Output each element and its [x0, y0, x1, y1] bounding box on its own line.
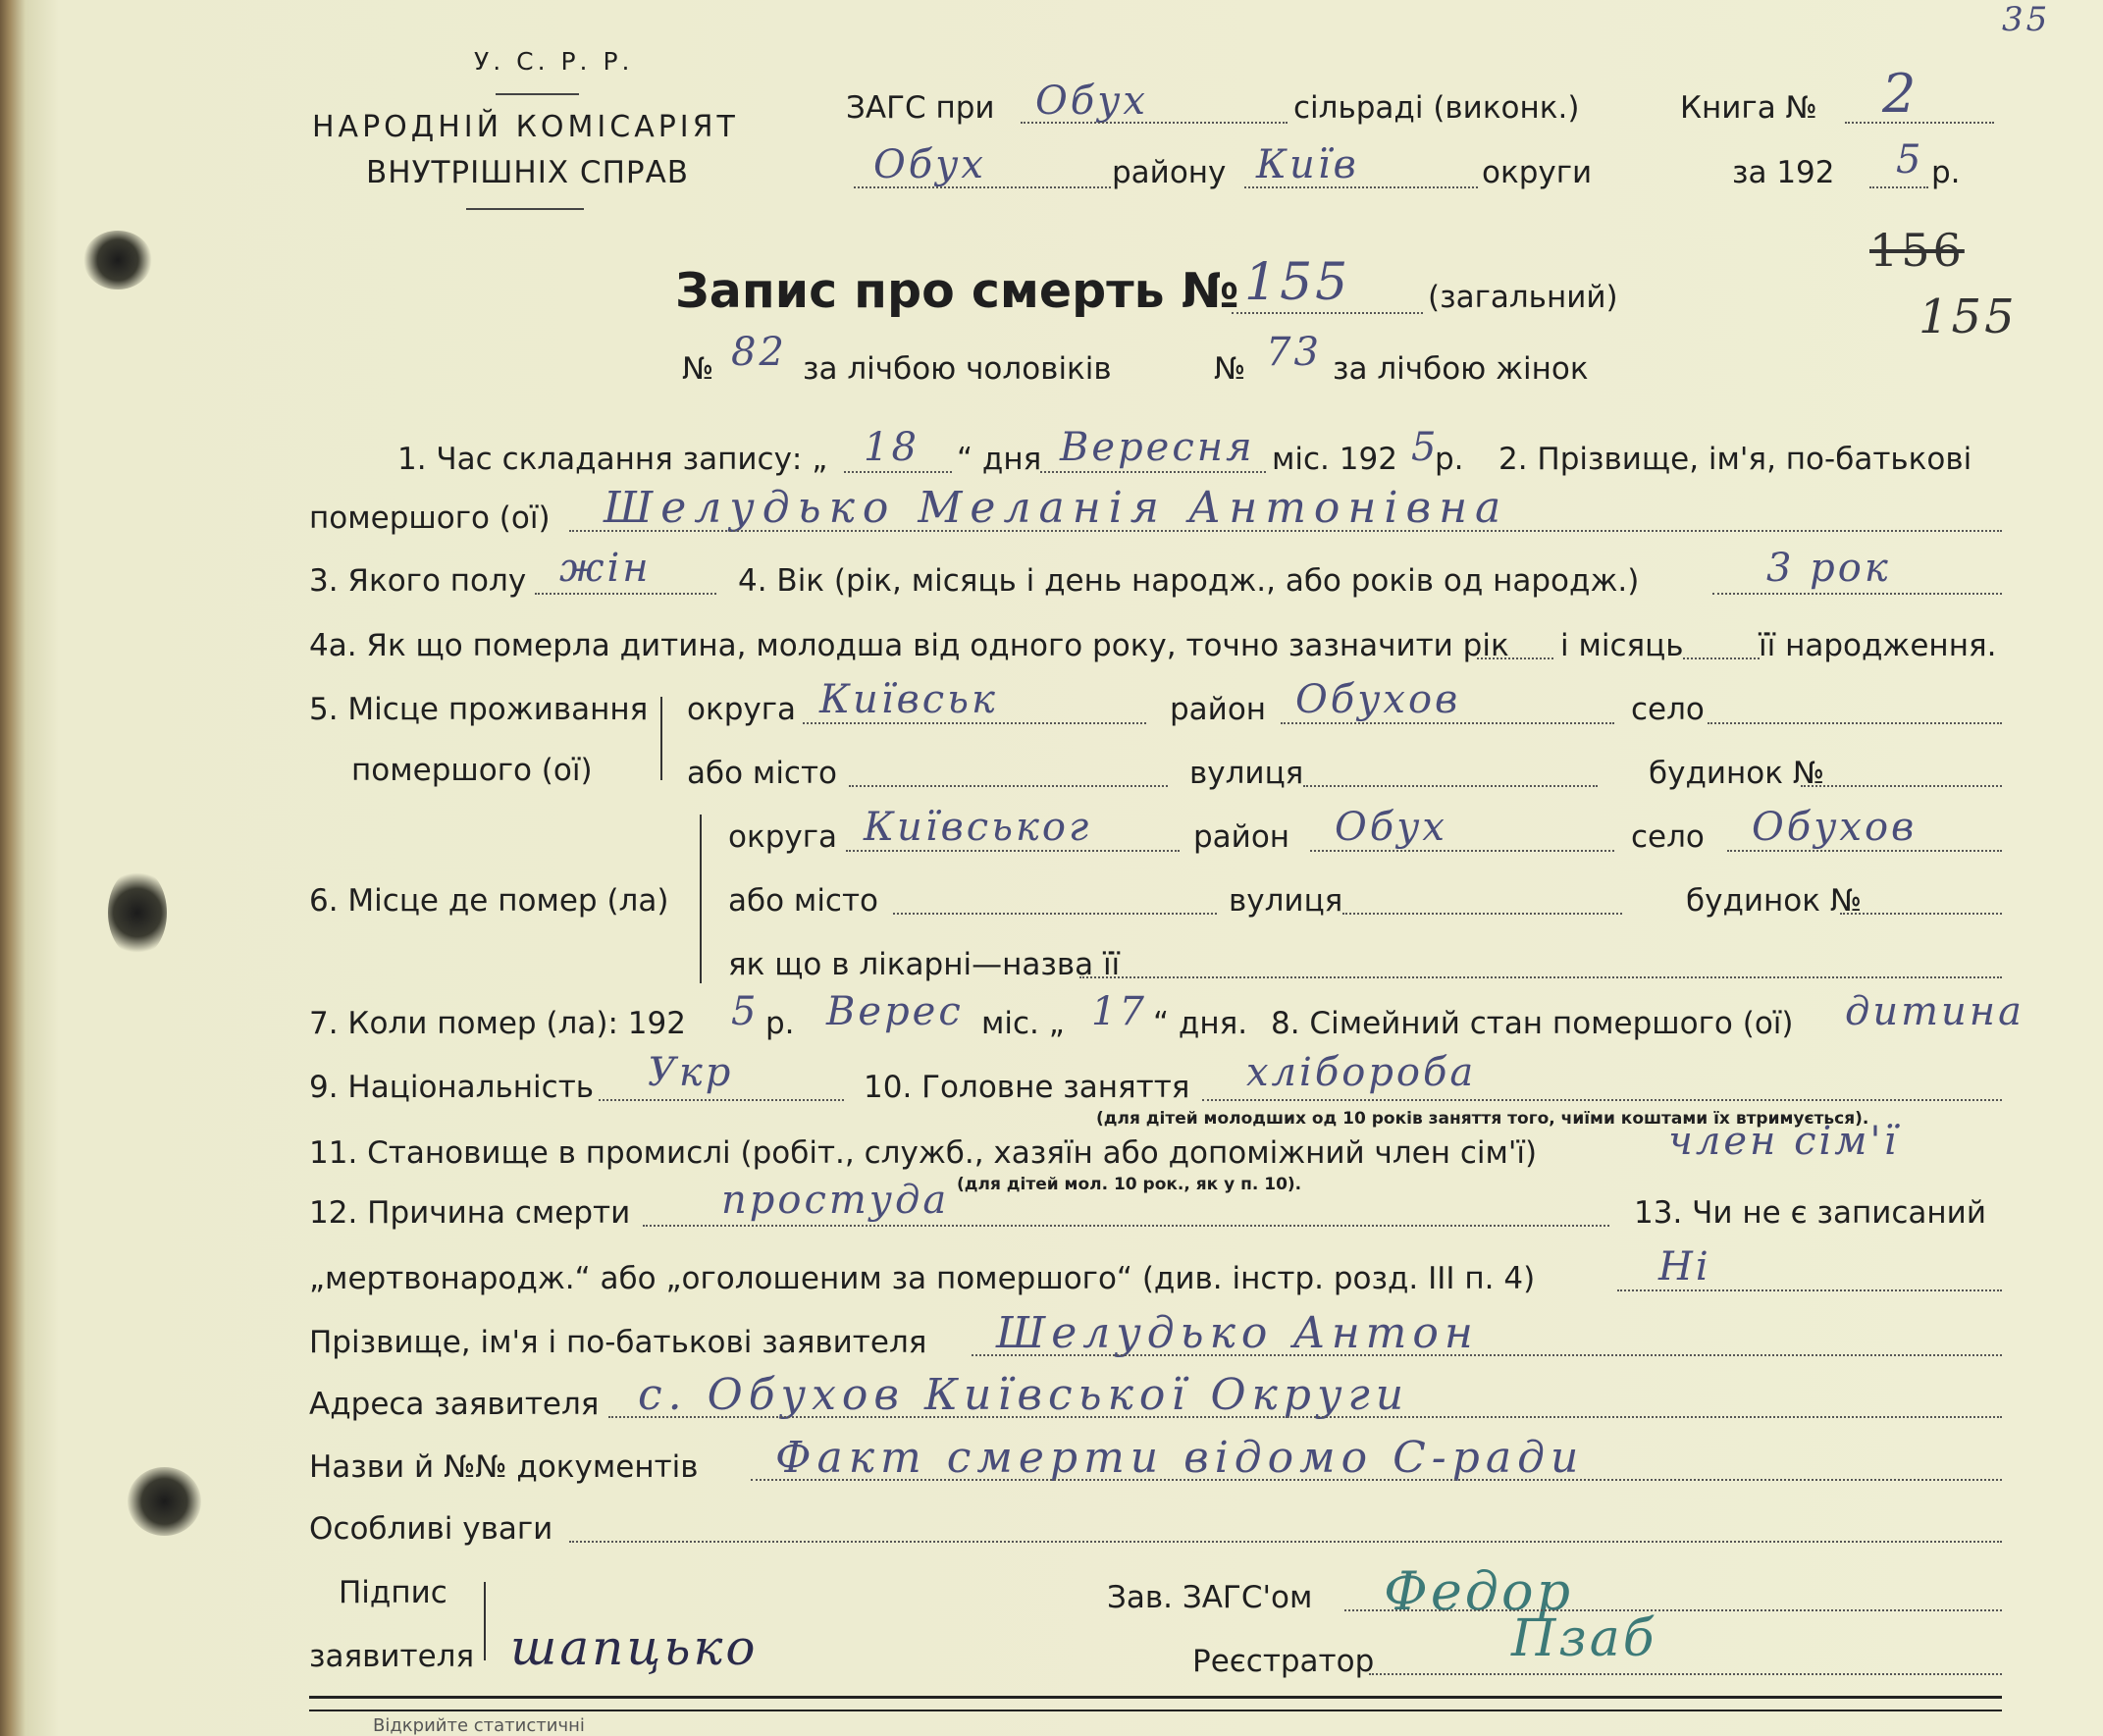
field-line: [1712, 593, 2002, 595]
field-line: [803, 722, 1146, 724]
crossed-record-number: 156: [1869, 224, 1965, 277]
book-label: Книга №: [1680, 90, 1817, 126]
f4-value: 3 рок: [1766, 546, 1891, 591]
page-number: 35: [2002, 0, 2051, 39]
field-line: [1202, 1099, 2002, 1101]
f13-cont: „мертвонародж.“ або „оголошеним за помершого“ (див. інстр. розд. III п. 4): [309, 1261, 1536, 1296]
field-line: [569, 530, 2002, 532]
field-line: [1708, 722, 2002, 724]
f6-okrug-label: округа: [728, 819, 837, 855]
f7-year-suffix: р.: [765, 1006, 795, 1041]
f7-day-label: “ дня.: [1153, 1006, 1248, 1041]
f1-year: 5: [1411, 425, 1440, 470]
footer-note: Відкрийте статистичні: [373, 1715, 585, 1736]
field-line: [1477, 658, 1553, 659]
field-line: [1303, 785, 1598, 787]
binding-hole: [128, 1467, 201, 1536]
applicant-signature-label-1: Підпис: [339, 1575, 447, 1610]
village-council-label: сільраді (виконк.): [1293, 90, 1580, 126]
f6-selo-label: село: [1631, 819, 1705, 855]
f3-label: 3. Якого полу: [309, 563, 527, 599]
f10-note: (для дітей молодших од 10 років заняття того, чиїми коштами їх втримується).: [1096, 1109, 1869, 1129]
f3-value: жін: [559, 546, 652, 591]
zags-value: Обух: [1035, 79, 1148, 124]
f7-month: Верес: [826, 989, 964, 1034]
field-line: [1369, 1673, 2002, 1675]
f1-month-label: міс. 192: [1272, 442, 1397, 477]
f9-value: Укр: [648, 1050, 734, 1095]
registrar-label: Реєстратор: [1192, 1644, 1375, 1679]
f2-cont: помершого (ої): [309, 500, 551, 536]
field-line: [643, 1225, 1609, 1227]
f1-month: Вересня: [1060, 425, 1255, 470]
record-suffix: (загальний): [1428, 280, 1618, 315]
field-line: [535, 593, 716, 595]
f12-label: 12. Причина смерти: [309, 1195, 631, 1231]
f2-value: Шелудько Меланія Антонівна: [604, 483, 1509, 533]
book-value: 2: [1882, 63, 1919, 125]
divider: [466, 208, 584, 210]
f8-value: дитина: [1845, 989, 2024, 1034]
f5-house-label: будинок №: [1649, 756, 1825, 791]
f5-street-label: вулиця: [1189, 756, 1304, 791]
applicant-name-value: Шелудько Антон: [996, 1308, 1479, 1358]
f5-okrug-label: округа: [687, 692, 796, 727]
remarks-label: Особливі уваги: [309, 1511, 553, 1547]
documents-value: Факт смерти відомо С-ради: [775, 1433, 1585, 1483]
bottom-rule: [309, 1696, 2002, 1699]
field-line: [1869, 186, 1928, 188]
men-prefix: №: [682, 351, 714, 387]
applicant-address-value: с. Обухов Київської Округи: [638, 1370, 1410, 1420]
field-line: [854, 186, 1111, 188]
record-title: Запис про смерть №: [675, 263, 1239, 319]
applicant-signature: шапцько: [510, 1619, 759, 1676]
commissariat-line2: ВНУТРІШНІХ СПРАВ: [366, 155, 690, 190]
f11-label: 11. Становище в промислі (робіт., служб., хазяїн або допоміжний член сім'ї): [309, 1135, 1538, 1171]
brace: [484, 1582, 486, 1660]
f6-city-label: або місто: [728, 883, 879, 919]
f1-label: 1. Час складання запису: „: [397, 442, 828, 477]
district-label: району: [1112, 155, 1227, 190]
record-number: 155: [1244, 253, 1351, 312]
f9-label: 9. Національність: [309, 1070, 595, 1105]
registrar-signature: Пзаб: [1511, 1609, 1657, 1668]
f5-selo-label: село: [1631, 692, 1705, 727]
f7-month-label: міс. „: [981, 1006, 1065, 1041]
field-line: [1310, 850, 1614, 852]
f6-house-label: будинок №: [1686, 883, 1863, 919]
applicant-signature-label-2: заявителя: [309, 1639, 475, 1674]
f5-cont: помершого (ої): [351, 753, 593, 788]
field-line: [1021, 122, 1288, 124]
field-line: [1079, 976, 2002, 978]
f6-label: 6. Місце де помер (ла): [309, 883, 669, 919]
f4a-month-label: і місяць: [1560, 628, 1684, 663]
field-line: [569, 1541, 2002, 1543]
field-line: [849, 785, 1168, 787]
head-signature: Федор: [1384, 1560, 1574, 1622]
f6-rayon-value: Обух: [1335, 805, 1447, 850]
district-value: Обух: [873, 142, 986, 187]
f1-year-suffix: р.: [1435, 442, 1464, 477]
bottom-rule: [309, 1710, 2002, 1711]
f5-label: 5. Місце проживання: [309, 692, 649, 727]
field-line: [972, 1354, 2002, 1356]
f2-label: 2. Прізвище, ім'я, по-батькові: [1498, 442, 1972, 477]
republic-label: У. С. Р. Р.: [474, 47, 634, 76]
f6-street-label: вулиця: [1229, 883, 1343, 919]
commissariat-line1: НАРОДНІЙ КОМІСАРІЯТ: [312, 110, 739, 144]
f7-label: 7. Коли помер (ла): 192: [309, 1006, 686, 1041]
f7-day: 17: [1091, 989, 1147, 1034]
field-line: [1617, 1289, 2002, 1291]
corrected-record-number: 155: [1919, 289, 2018, 344]
field-line: [608, 1416, 2002, 1418]
brace: [660, 697, 662, 780]
field-line: [1281, 722, 1614, 724]
women-prefix: №: [1214, 351, 1246, 387]
f6-okrug-value: Київськог: [864, 805, 1092, 850]
f4a-label: 4а. Як що померла дитина, молодша від одного року, точно зазначити рік: [309, 628, 1509, 663]
f5-rayon-value: Обухов: [1295, 677, 1461, 722]
women-label: за лічбою жінок: [1333, 351, 1589, 387]
field-line: [599, 1099, 844, 1101]
field-line: [1040, 471, 1266, 473]
binding-hole: [83, 231, 152, 289]
f5-rayon-label: район: [1170, 692, 1267, 727]
f10-label: 10. Головне заняття: [864, 1070, 1190, 1105]
f13-value: Ні: [1658, 1244, 1711, 1289]
f5-city-label: або місто: [687, 756, 838, 791]
field-line: [1840, 913, 2002, 915]
applicant-name-label: Прізвище, ім'я і по-батькові заявителя: [309, 1325, 927, 1360]
binding-hole: [108, 868, 167, 957]
f5-okrug-value: Київськ: [819, 677, 998, 722]
f6-rayon-label: район: [1193, 819, 1290, 855]
men-number: 82: [731, 330, 787, 375]
f4-label: 4. Вік (рік, місяць і день народж., або років од народж.): [738, 563, 1640, 599]
field-line: [893, 913, 1217, 915]
field-line: [1244, 186, 1478, 188]
f10-value: хлібороба: [1246, 1050, 1477, 1095]
men-label: за лічбою чоловіків: [803, 351, 1112, 387]
women-number: 73: [1266, 330, 1322, 375]
field-line: [1232, 312, 1423, 314]
year-label: за 192: [1732, 155, 1835, 190]
field-line: [846, 850, 1180, 852]
field-line: [1683, 658, 1760, 659]
f6-selo-value: Обухов: [1752, 805, 1918, 850]
field-line: [1342, 913, 1622, 915]
applicant-address-label: Адреса заявителя: [309, 1387, 600, 1422]
field-line: [1845, 122, 1994, 124]
f1-day: 18: [864, 425, 920, 470]
year-suffix: р.: [1931, 155, 1961, 190]
divider: [496, 93, 579, 95]
okrug-value: Київ: [1256, 142, 1359, 187]
f8-label: 8. Сімейний стан помершого (ої): [1271, 1006, 1794, 1041]
okrug-label: округи: [1482, 155, 1593, 190]
head-label: Зав. ЗАГС'ом: [1107, 1580, 1313, 1615]
brace: [700, 815, 702, 983]
f11-note: (для дітей мол. 10 рок., як у п. 10).: [957, 1175, 1302, 1194]
field-line: [1344, 1609, 2002, 1611]
f13-label: 13. Чи не є записаний: [1634, 1195, 1986, 1231]
zags-label: ЗАГС при: [846, 90, 995, 126]
f11-value: член сім'ї: [1668, 1119, 1900, 1164]
f1-day-label: “ дня: [957, 442, 1042, 477]
f4a-suffix: її народження.: [1759, 628, 1997, 663]
f7-year: 5: [731, 989, 760, 1034]
f12-value: простуда: [721, 1178, 950, 1223]
year-value: 5: [1896, 137, 1924, 183]
field-line: [1727, 850, 2002, 852]
field-line: [751, 1479, 2002, 1481]
field-line: [844, 471, 952, 473]
f6-hospital-label: як що в лікарні—назва її: [728, 947, 1121, 982]
documents-label: Назви й №№ документів: [309, 1449, 699, 1485]
field-line: [1801, 785, 2002, 787]
